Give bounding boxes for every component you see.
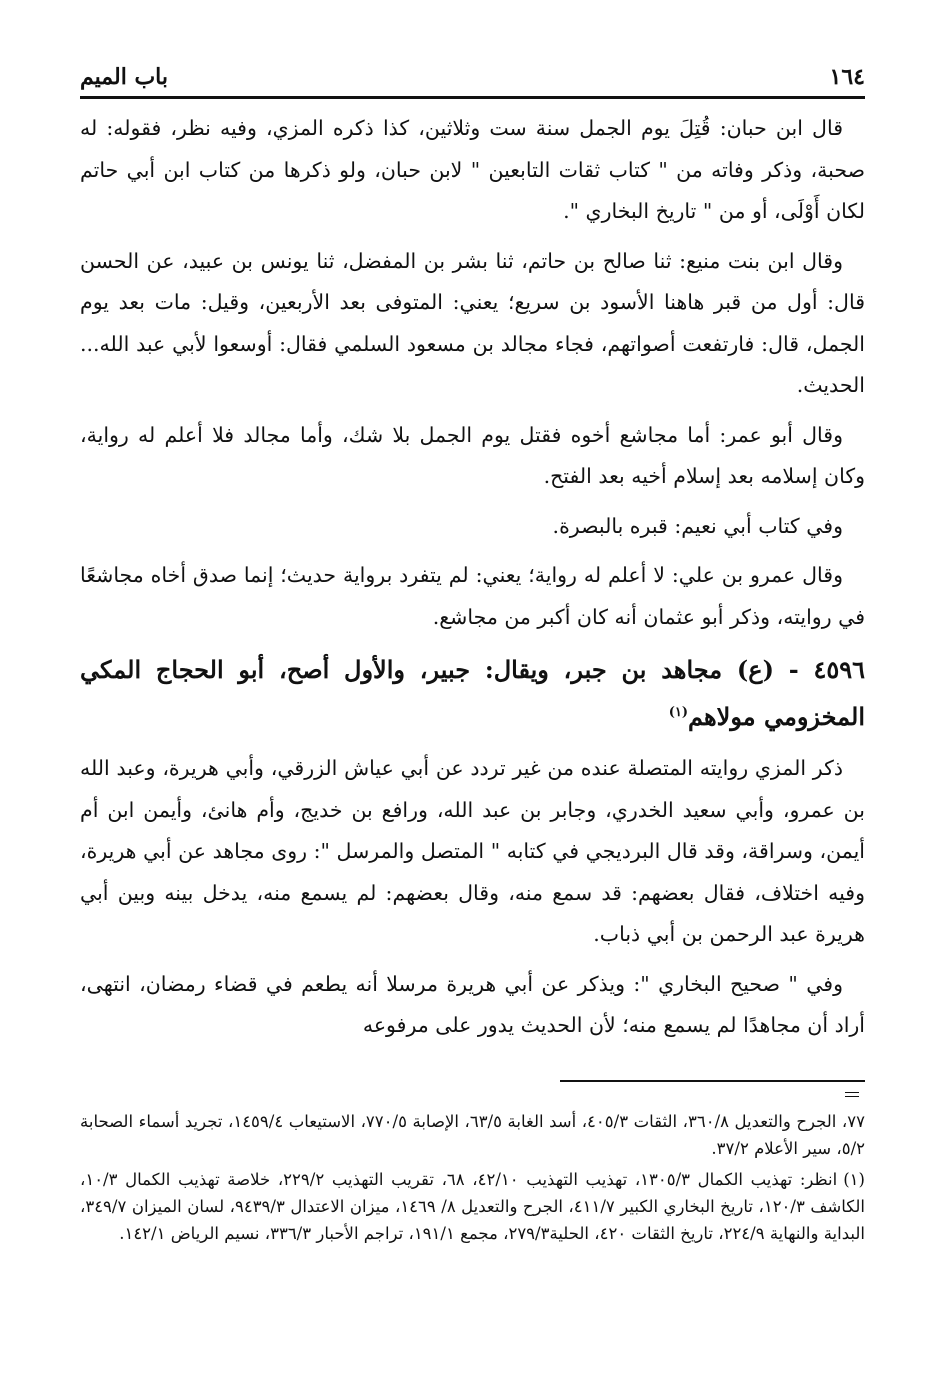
paragraph: قال ابن حبان: قُتِلَ يوم الجمل سنة ست وثلاثين، كذا ذكره المزي، وفيه نظر، فقوله: له صحبة، وذكر وفاته من " كتاب ثقات التابعين " لابن حبان، ولو ذكرها من كتاب ابن أبي حاتم لكان أَوْلَى، أو من " تاريخ البخاري ".: [80, 116, 865, 223]
entry-heading: [80, 646, 865, 740]
paragraph: وقال عمرو بن علي: لا أعلم له رواية؛ يعني: لم يتفرد برواية حديث؛ إنما صدق أخاه مجاشعًا في روايته، وذكر أبو عثمان أنه كان أكبر من مجاشع.: [80, 563, 865, 629]
paragraph: وفي كتاب أبي نعيم: قبره بالبصرة.: [552, 513, 843, 538]
footnote-rule: [560, 1080, 865, 1082]
continuation-mark: [845, 1092, 859, 1097]
header-rule: [80, 96, 865, 99]
entry-paragraph: وفي " صحيح البخاري ": ويذكر عن أبي هريرة مرسلا أنه يطعم في قضاء رمضان، انتهى، أراد أن مجاهدًا لم يسمع منه؛ لأن الحديث يدور على مرفوعه: [80, 971, 865, 1037]
paragraph: وقال ابن بنت منيع: ثنا صالح بن حاتم، ثنا بشر بن المفضل، ثنا يونس بن عبيد، عن الحسن قال: أول من قبر هاهنا الأسود بن سريع؛ يعني: المتوفى بعد الأربعين، وقيل: مات بعد يوم الجمل، قال: فارتفعت أصواتهم، فجاء مجالد بن مسعود السلمي فقال: أوسعوا لأبي عبد الله... الحديث.: [80, 248, 865, 397]
entry-heading-text: ٤٥٩٦ - (ع) مجاهد بن جبر، ويقال: جبير، والأول أصح، أبو الحجاج المكي المخزومي مولاهم: [80, 655, 865, 731]
main-text: [80, 108, 865, 1055]
chapter-title: باب الميم: [80, 64, 169, 90]
footnotes: [80, 1108, 865, 1251]
entry-paragraph: ذكر المزي روايته المتصلة عنده من غير تردد عن أبي عياش الزرقي، وأبي هريرة، وعبد الله بن عمرو، وأبي سعيد الخدري، وجابر بن عبد الله، ورافع بن خديج، وأم هانئ، وأيمن ابن أم أيمن، وسراقة، وقد قال البرديجي في كتابه " المتصل والمرسل ": روى مجاهد عن أبي هريرة، وفيه اختلاف، فقال بعضهم: قد سمع منه، وقال بعضهم: لم يسمع منه، يدخل بينه وبين أبي هريرة عبد الرحمن بن أبي ذباب.: [80, 756, 865, 946]
page-header: [80, 60, 865, 94]
footnote-continuation: ٧٧، الجرح والتعديل ٣٦٠/٨، الثقات ٤٠٥/٣، أسد الغابة ٦٣/٥، الإصابة ٧٧٠/٥، الاستيعاب ١٤٥٩/٤، تجريد أسماء الصحابة ٥/٢، سير الأعلام ٣٧/٢.: [80, 1112, 865, 1158]
paragraph: وقال أبو عمر: أما مجاشع أخوه فقتل يوم الجمل بلا شك، وأما مجالد فلا أعلم له رواية، وكان إسلامه بعد إسلام أخيه بعد الفتح.: [80, 422, 865, 488]
footnote-ref: (١): [668, 705, 689, 720]
page-number: ١٦٤: [829, 64, 865, 90]
footnote-text: انظر: تهذيب الكمال ١٣٠٥/٣، تهذيب التهذيب ٤٢/١٠، ٦٨، تقريب التهذيب ٢٢٩/٢، خلاصة تهذيب الكمال ١٠/٣، الكاشف ١٢٠/٣، تاريخ البخاري الكبير ٤١١/٧، الجرح والتعديل ٨/ ١٤٦٩، ميزان الاعتدال ٩٤٣٩/٣، لسان الميزان ٣٤٩/٧، البداية والنهاية ٢٢٤/٩، تاريخ الثقات ٤٢٠، الحلية٢٧٩/٣، مجمع ١٩١/١، تراجم الأحبار ٣٣٦/٣، نسيم الرياض ١٤٢/١.: [80, 1170, 865, 1243]
footnote-number: (١): [843, 1170, 865, 1189]
footnote-item: [80, 1166, 865, 1247]
